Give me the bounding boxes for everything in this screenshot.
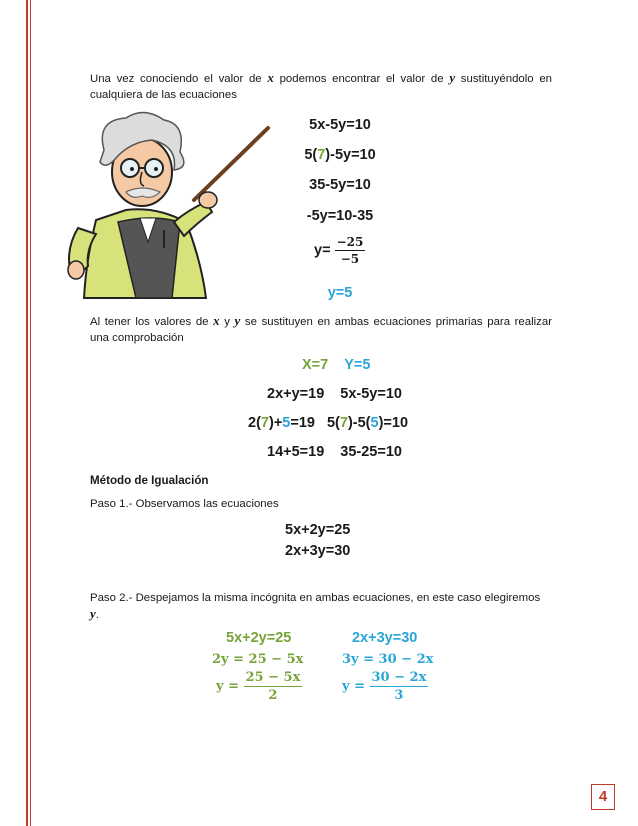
sub-eq-3: 35-5y=10 <box>309 177 371 193</box>
right-eq: 2x+3y=30 <box>352 630 418 646</box>
check-line-2: una comprobación <box>90 332 184 344</box>
fraction <box>335 235 366 266</box>
eq-part: 2( <box>248 415 261 431</box>
check-eq-row-1 <box>267 386 402 402</box>
page-margin-line <box>26 0 28 826</box>
left-step: 2y = 25 − 5x <box>212 652 304 667</box>
x-sub: 7 <box>339 415 348 431</box>
variable-y: y <box>90 606 96 621</box>
fraction-numerator: 25 − 5x <box>245 670 301 685</box>
y-value: Y=5 <box>344 357 371 373</box>
left-fraction-eq <box>216 670 302 703</box>
sub-eq-2 <box>290 147 390 163</box>
variable-x: x <box>213 313 220 328</box>
professor-illustration <box>56 110 276 300</box>
paso-2-text: Paso 2.- Despejamos la misma incógnita en ambas ecuaciones, en este caso elegiremos <box>90 592 541 604</box>
eq-part: )=10 <box>378 415 409 431</box>
check-result-2: 35-25=10 <box>340 444 402 460</box>
fraction-numerator: 30 − 2x <box>371 670 427 685</box>
y-sub: 5 <box>282 415 291 431</box>
check-eq-row-2 <box>248 415 408 431</box>
check-eq-row-3 <box>267 444 402 460</box>
sub-eq-1: 5x-5y=10 <box>309 117 371 133</box>
page-margin-line-2 <box>30 0 31 826</box>
sub-eq-5-fraction <box>314 235 365 266</box>
fraction-denominator: −5 <box>340 252 360 266</box>
check-result-1: 14+5=19 <box>267 444 325 460</box>
eq-part: =19 <box>290 415 315 431</box>
check-eq-1: 2x+y=19 <box>267 386 325 402</box>
eq-part: 5( <box>304 147 318 163</box>
right-fraction-eq <box>342 670 428 703</box>
text-run: sustituyéndolo en <box>455 73 552 85</box>
result-y: y=5 <box>327 285 353 301</box>
left-eq: 5x+2y=25 <box>226 630 292 646</box>
check-eq-2: 5x-5y=10 <box>340 386 402 402</box>
text-run: Una vez conociendo el valor de <box>90 73 268 85</box>
text-run: y <box>219 316 235 328</box>
text-run: se sustituyen en ambas ecuaciones primarias para realizar <box>240 316 552 328</box>
system-eq-b: 2x+3y=30 <box>285 543 351 559</box>
check-line-1 <box>90 313 552 330</box>
paso-1: Paso 1.- Observamos las ecuaciones <box>90 498 279 510</box>
eq-lhs: y = <box>342 679 365 694</box>
values-line <box>302 357 370 373</box>
text-run: podemos encontrar el valor de <box>273 73 450 85</box>
variable-y: y <box>234 313 241 328</box>
fraction-denominator: 3 <box>394 688 404 703</box>
x-value: X=7 <box>302 357 329 373</box>
fraction-numerator: −25 <box>336 235 364 249</box>
right-step: 3y = 30 − 2x <box>342 652 434 667</box>
text-run: . <box>95 609 99 621</box>
eq-part: 5( <box>326 415 340 431</box>
fraction <box>370 670 429 703</box>
sub-eq-4: -5y=10-35 <box>306 208 374 224</box>
eq-lhs: y = <box>216 679 239 694</box>
system-eq-a: 5x+2y=25 <box>285 522 351 538</box>
substituted-x-value: 7 <box>317 147 326 163</box>
eq-part: )-5( <box>347 415 371 431</box>
intro-line-1 <box>90 70 552 87</box>
intro-paragraph <box>90 70 552 103</box>
paso-2 <box>90 590 552 623</box>
fraction <box>244 670 303 703</box>
section-heading: Método de Igualación <box>90 474 209 487</box>
variable-x: x <box>267 70 274 85</box>
variable-y: y <box>449 70 456 85</box>
check-paragraph <box>90 313 552 346</box>
eq-lhs: y= <box>314 242 331 259</box>
fraction-denominator: 2 <box>268 688 278 703</box>
intro-line-2: cualquiera de las ecuaciones <box>90 89 237 101</box>
y-sub: 5 <box>370 415 379 431</box>
eq-part: )+ <box>268 415 283 431</box>
text-run: Al tener los valores de <box>90 316 214 328</box>
page-number: 4 <box>591 784 615 810</box>
x-sub: 7 <box>260 415 269 431</box>
eq-part: )-5y=10 <box>325 147 376 163</box>
